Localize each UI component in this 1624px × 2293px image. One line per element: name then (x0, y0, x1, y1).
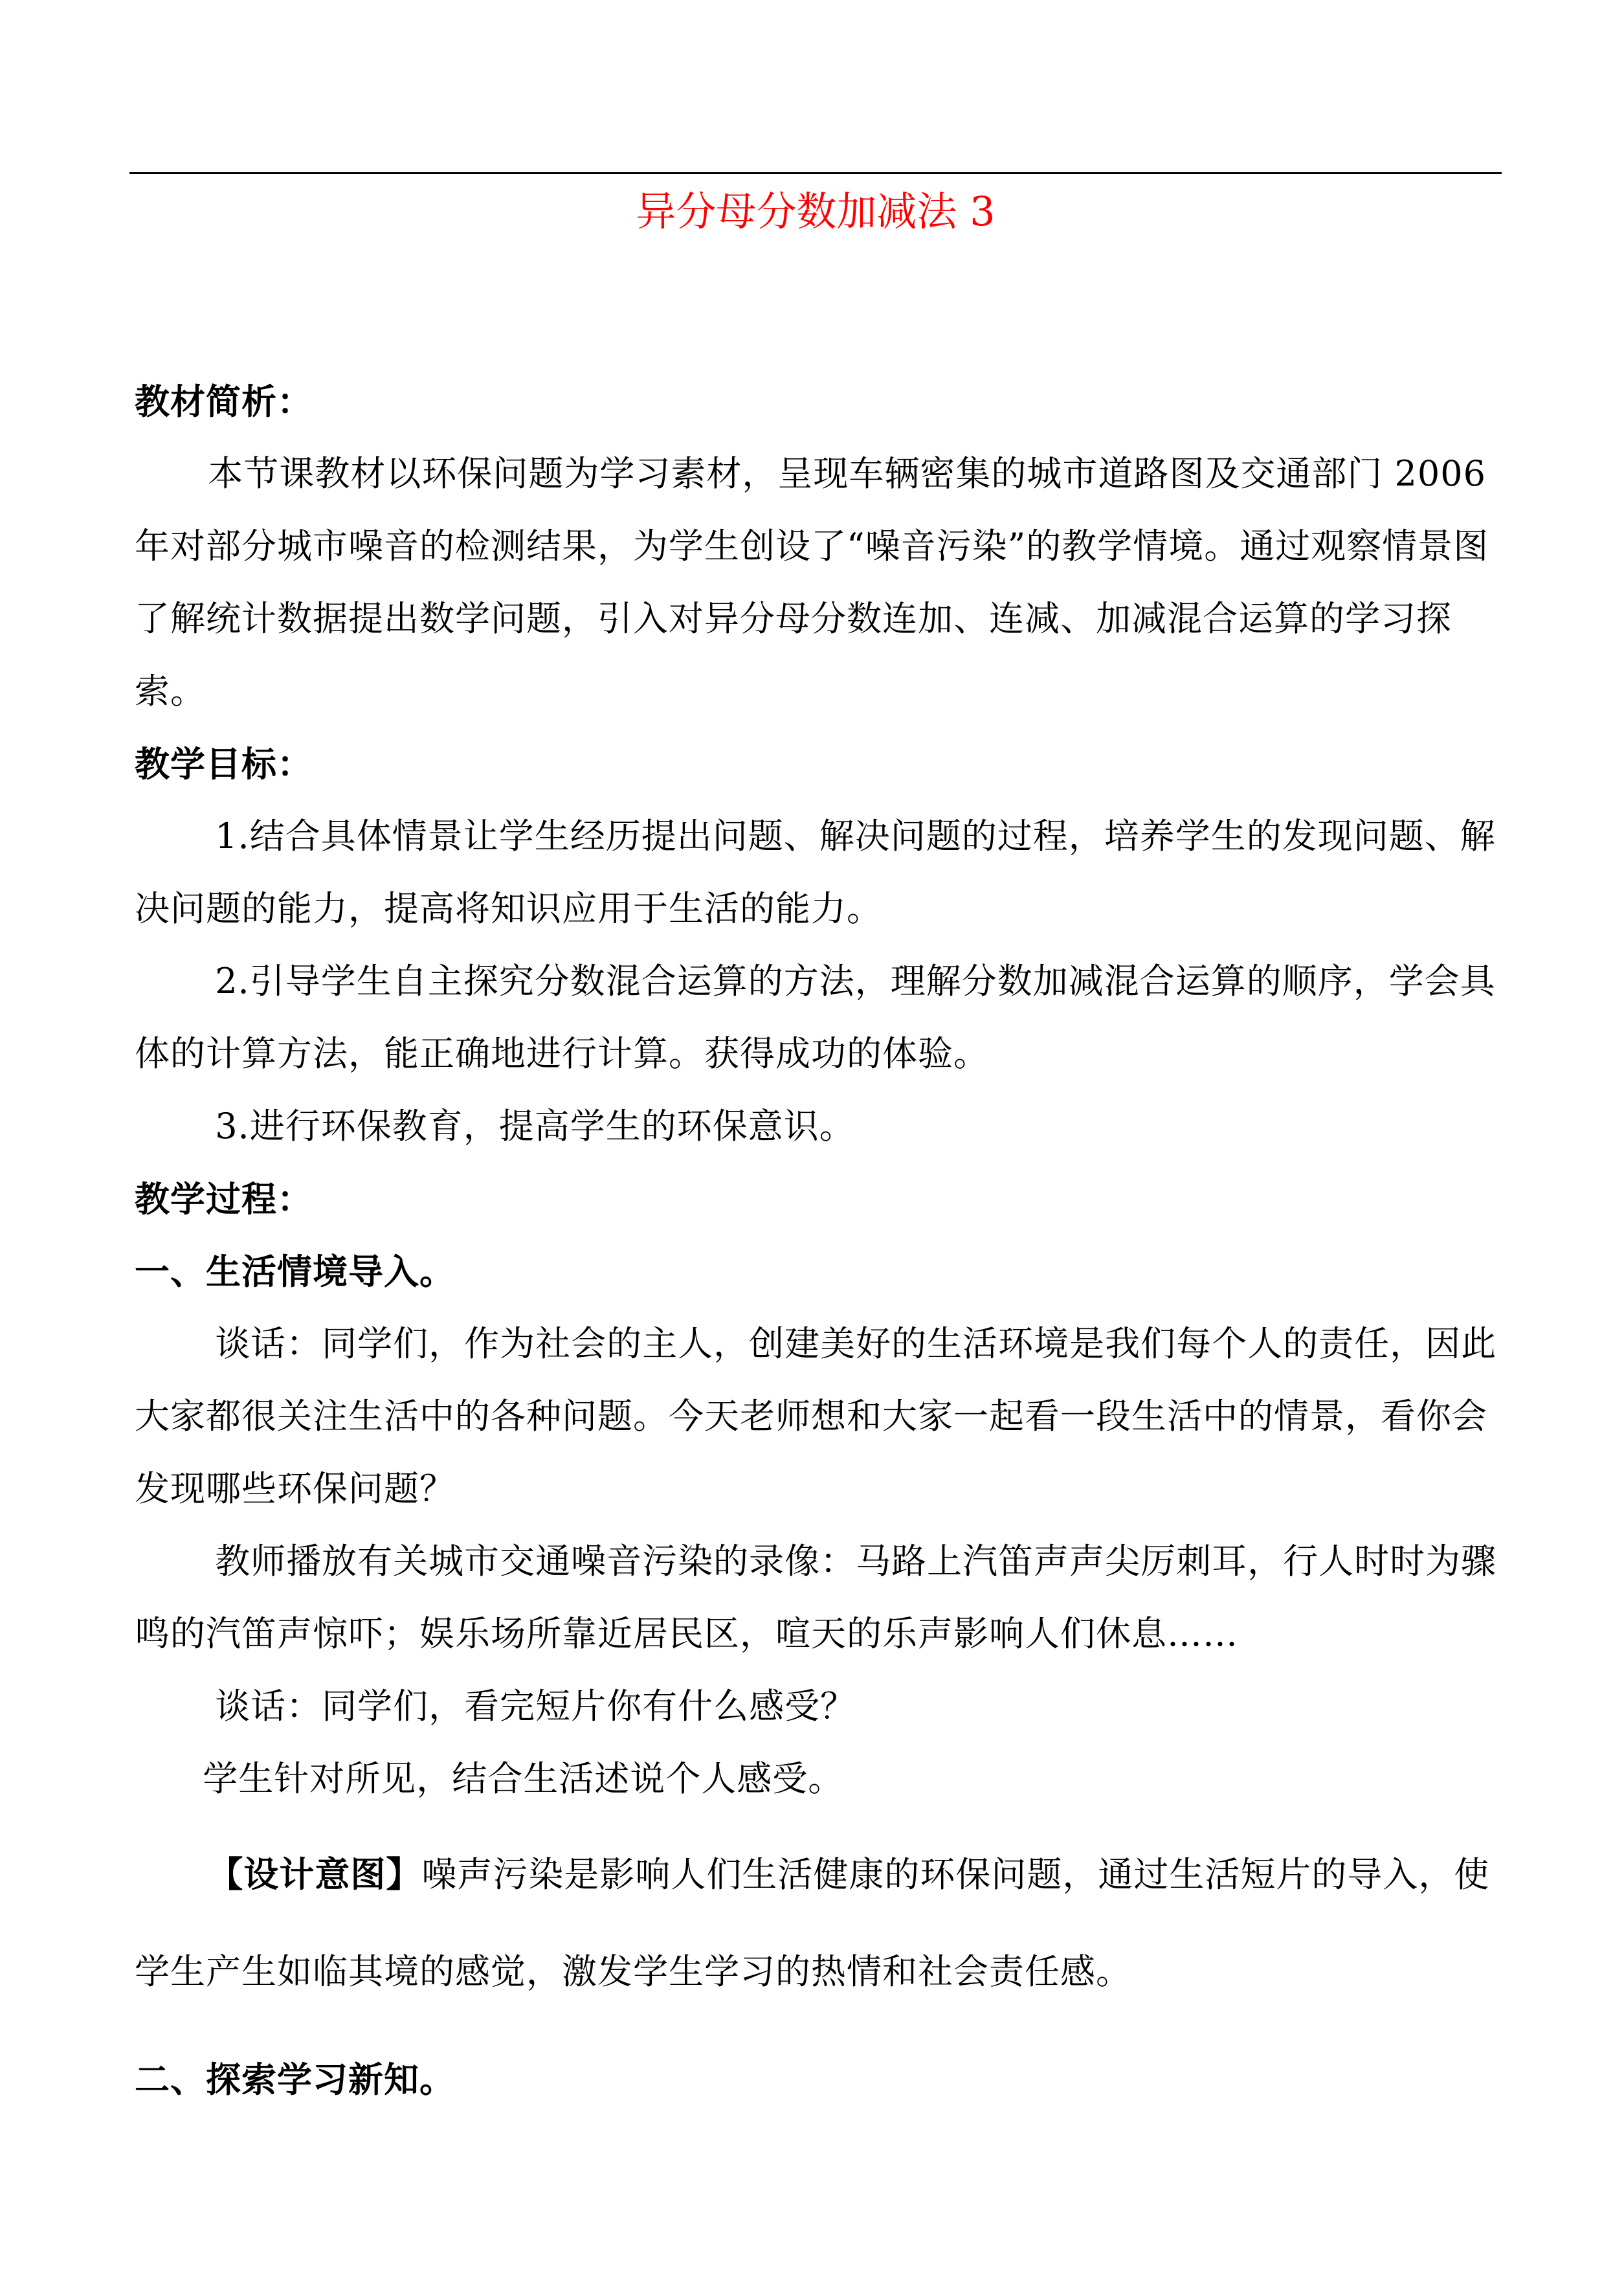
analysis-heading: 教材简析： (135, 381, 313, 422)
talk-paragraph-1: 谈话：同学们，作为社会的主人，创建美好的生活环境是我们每个人的责任，因此大家都很关注生活中的各种问题。今天老师想和大家一起看一段生活中的情景，看你会发现哪些环保问题？ (135, 1323, 1497, 1509)
analysis-paragraph: 本节课教材以环保问题为学习素材，呈现车辆密集的城市道路图及交通部门 2006 年对部分城市噪音的检测结果，为学生创设了“噪音污染”的教学情境。通过观察情景图了解统计数据提出数学问题，引入对异分母分数连加、连减、加减混合运算的学习探索。 (135, 453, 1489, 711)
goal-item-1: 1.结合具体情景让学生经历提出问题、解决问题的过程，培养学生的发现问题、解决问题的能力，提高将知识应用于生活的能力。 (135, 816, 1496, 929)
process-heading: 教学过程： (135, 1178, 313, 1220)
talk-paragraph-2: 谈话：同学们，看完短片你有什么感受？ (215, 1686, 856, 1727)
design-intent-text: 噪声污染是影响人们生活健康的环保问题，通过生活短片的导入，使学生产生如临其境的感觉，激发学生学习的热情和社会责任感。 (135, 1854, 1490, 1992)
goal-item-2: 2.引导学生自主探究分数混合运算的方法，理解分数加减混合运算的顺序，学会具体的计算方法，能正确地进行计算。获得成功的体验。 (135, 961, 1496, 1074)
goal-item-3: 3.进行环保教育，提高学生的环保意识。 (215, 1106, 855, 1146)
goals-heading: 教学目标： (135, 743, 313, 785)
part1-heading: 一、生活情境导入。 (135, 1251, 455, 1292)
part2-heading: 二、探索学习新知。 (135, 2059, 455, 2100)
header-rule (129, 172, 1502, 174)
students-paragraph: 学生针对所见，结合生活述说个人感受。 (203, 1758, 844, 1799)
design-intent-paragraph (135, 1826, 1502, 2020)
video-paragraph: 教师播放有关城市交通噪音污染的录像：马路上汽笛声声尖厉刺耳，行人时时为骤鸣的汽笛声惊吓；娱乐场所靠近居民区，喧天的乐声影响人们休息…… (135, 1541, 1497, 1654)
page-title: 异分母分数加减法 3 (636, 188, 996, 235)
design-intent-tag: 【设计意图】 (208, 1853, 422, 1895)
